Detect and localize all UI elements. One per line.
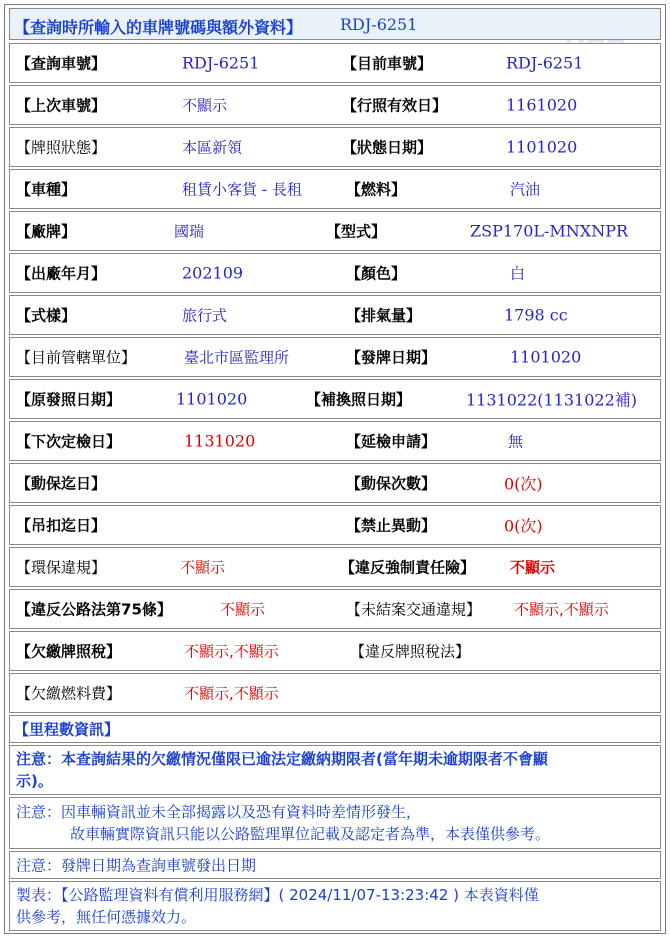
value-license-valid: 1161020 xyxy=(506,95,578,115)
label-last-plate: 【上次車號】 xyxy=(16,96,107,115)
label-highway-law: 【違反公路法第75條】 xyxy=(16,600,172,619)
label-issue-date: 【發牌日期】 xyxy=(346,348,437,367)
label-vehicle-type: 【車種】 xyxy=(16,180,77,199)
label-collateral-count: 【動保次數】 xyxy=(346,474,437,493)
value-fuel: 汽油 xyxy=(510,180,541,199)
note-disclaimer-text xyxy=(16,801,550,845)
label-model: 【型式】 xyxy=(326,222,387,241)
row-last-plate xyxy=(9,85,661,125)
label-eco-violation: 【環保違規】 xyxy=(16,558,107,577)
row-brand xyxy=(9,211,661,251)
mileage-title: 【里程數資訊】 xyxy=(14,720,120,739)
query-header xyxy=(9,8,661,40)
value-displacement: 1798 cc xyxy=(504,305,568,325)
label-next-inspection: 【下次定檢日】 xyxy=(16,432,122,451)
label-unpaid-fuel-fee: 【欠繳燃料費】 xyxy=(16,684,122,703)
note-unpaid-line1: 注意：本查詢結果的欠繳情況僅限已逾法定繳納期限者(當年期未逾期限者不會顯 xyxy=(16,750,548,768)
label-jurisdiction: 【目前管轄單位】 xyxy=(16,348,137,367)
label-plate-status: 【牌照狀態】 xyxy=(16,138,107,157)
note-issue-date-text: 注意：發牌日期為查詢車號發出日期 xyxy=(16,856,257,875)
value-next-inspection: 1131020 xyxy=(184,431,256,451)
value-brand: 國瑞 xyxy=(174,222,205,241)
label-traffic-violation: 【未結案交通違規】 xyxy=(346,600,482,619)
label-fuel: 【燃料】 xyxy=(346,180,407,199)
value-highway-law: 不顯示 xyxy=(220,600,266,619)
note-disclaimer-line2: 故車輛實際資訊只能以公路監理單位記載及認定者為準，本表僅供參考。 xyxy=(70,825,551,843)
value-current-plate: RDJ-6251 xyxy=(506,53,584,73)
value-issue-date: 1101020 xyxy=(510,347,582,367)
row-style xyxy=(9,295,661,335)
row-eco-violation xyxy=(9,547,661,587)
label-status-date: 【狀態日期】 xyxy=(342,138,433,157)
label-suspension-end: 【吊扣迄日】 xyxy=(16,516,107,535)
row-fuel-fee xyxy=(9,673,661,713)
report-container xyxy=(4,4,666,934)
label-displacement: 【排氣量】 xyxy=(346,306,422,325)
label-manufacture-date: 【出廠年月】 xyxy=(16,264,107,283)
label-unpaid-license-tax: 【欠繳牌照稅】 xyxy=(16,642,122,661)
header-plate: RDJ-6251 xyxy=(340,15,418,34)
note-disclaimer-line1: 注意：因車輛資訊並未全部揭露以及恐有資料時差情形發生， xyxy=(16,803,422,821)
value-reissue-date: 1131022(1131022補) xyxy=(466,390,638,410)
footer-line2: 供參考，無任何憑據效力。 xyxy=(16,908,197,926)
report-footer xyxy=(9,881,661,931)
value-style: 旅行式 xyxy=(182,306,228,325)
row-license-tax xyxy=(9,631,661,671)
row-jurisdiction xyxy=(9,337,661,377)
value-transfer-ban: 0(次) xyxy=(504,516,543,536)
label-collateral-end: 【動保迄日】 xyxy=(16,474,107,493)
row-plate xyxy=(9,43,661,83)
value-eco-violation: 不顯示 xyxy=(180,558,226,577)
mileage-section xyxy=(9,715,661,743)
row-next-inspection xyxy=(9,421,661,461)
label-original-issue: 【原發照日期】 xyxy=(16,390,122,409)
label-tax-law-violation: 【違反牌照稅法】 xyxy=(350,642,471,661)
value-inspection-extension: 無 xyxy=(508,432,524,451)
row-manufacture xyxy=(9,253,661,293)
header-title: 【查詢時所輸入的車牌號碼與額外資料】 xyxy=(14,18,303,37)
value-model: ZSP170L-MNXNPR xyxy=(470,221,628,241)
value-status-date: 1101020 xyxy=(506,137,578,157)
row-suspension xyxy=(9,505,661,545)
value-query-plate: RDJ-6251 xyxy=(182,53,260,73)
value-vehicle-type: 租賃小客貨 - 長租 xyxy=(182,180,302,199)
label-inspection-extension: 【延檢申請】 xyxy=(346,432,437,451)
value-color: 白 xyxy=(510,264,526,283)
value-collateral-count: 0(次) xyxy=(504,474,543,494)
row-original-issue xyxy=(9,379,661,419)
value-unpaid-fuel-fee: 不顯示,不顯示 xyxy=(184,684,279,703)
value-last-plate: 不顯示 xyxy=(182,96,228,115)
label-reissue-date: 【補換照日期】 xyxy=(306,390,412,409)
value-plate-status: 本區新領 xyxy=(182,138,243,157)
note-unpaid-text xyxy=(16,748,548,792)
label-brand: 【廠牌】 xyxy=(16,222,77,241)
label-current-plate: 【目前車號】 xyxy=(342,54,433,73)
row-vehicle-type xyxy=(9,169,661,209)
footer-text xyxy=(16,884,656,928)
value-manufacture-date: 202109 xyxy=(182,263,244,283)
label-transfer-ban: 【禁止異動】 xyxy=(346,516,437,535)
note-issue-date xyxy=(9,851,661,879)
row-plate-status xyxy=(9,127,661,167)
row-collateral xyxy=(9,463,661,503)
value-unpaid-license-tax: 不顯示,不顯示 xyxy=(184,642,279,661)
value-original-issue: 1101020 xyxy=(176,389,248,409)
note-unpaid xyxy=(9,745,661,795)
note-unpaid-line2: 示)。 xyxy=(16,772,53,790)
note-disclaimer xyxy=(9,797,661,849)
label-insurance-violation: 【違反強制責任險】 xyxy=(340,558,476,577)
footer-line1: 製表：【公路監理資料有償利用服務網】( 2024/11/07-13:23:42 ) 本表資料僅 xyxy=(16,886,539,904)
label-license-valid: 【行照有效日】 xyxy=(342,96,448,115)
value-insurance-violation: 不顯示 xyxy=(510,558,556,577)
label-style: 【式樣】 xyxy=(16,306,77,325)
value-jurisdiction: 臺北市區監理所 xyxy=(184,348,290,367)
label-query-plate: 【查詢車號】 xyxy=(16,54,107,73)
row-highway-law xyxy=(9,589,661,629)
value-traffic-violation: 不顯示,不顯示 xyxy=(514,600,609,619)
label-color: 【顏色】 xyxy=(346,264,407,283)
